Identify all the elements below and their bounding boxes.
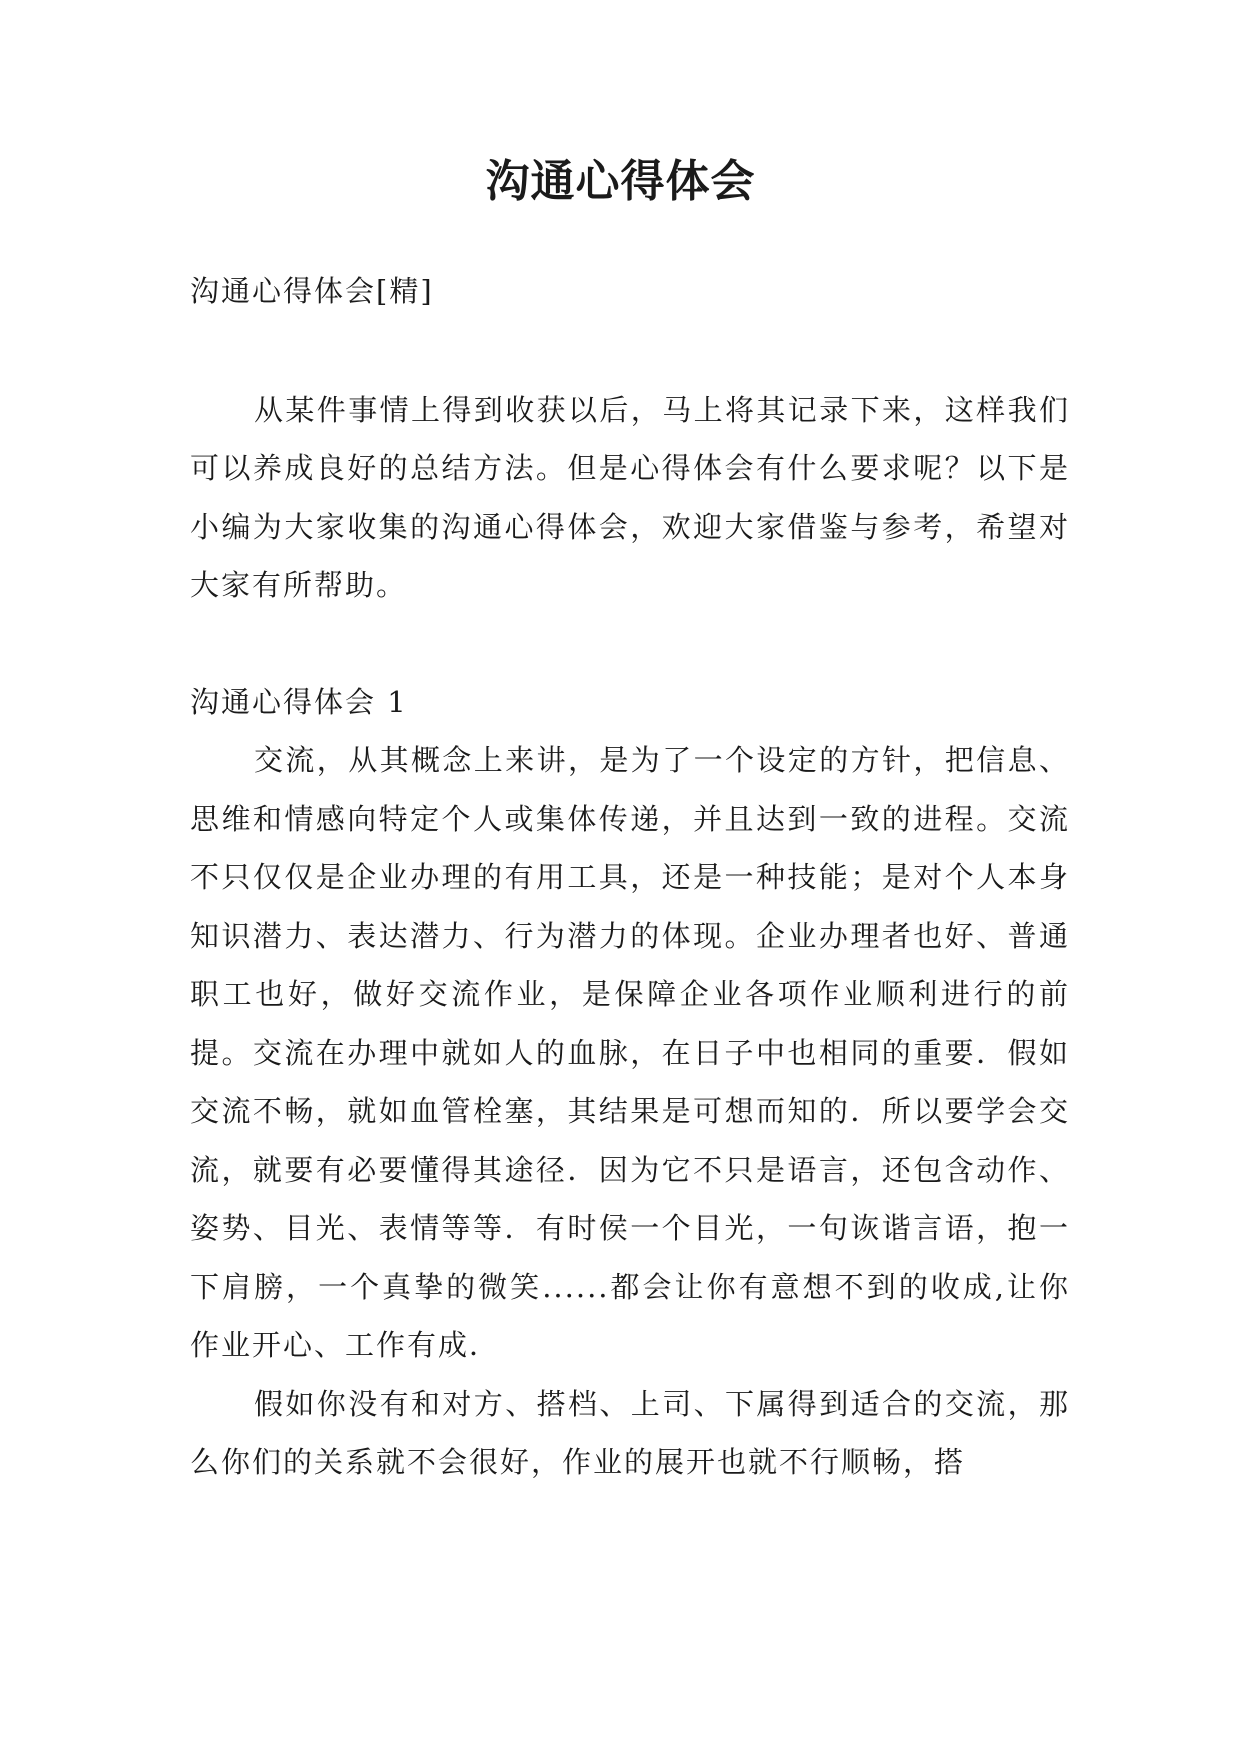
body-paragraph-2: 假如你没有和对方、搭档、上司、下属得到适合的交流，那么你们的关系就不会很好，作业的展开也就不行顺畅，搭 — [190, 1386, 1070, 1479]
document-body — [190, 262, 1070, 1492]
document-subtitle: 沟通心得体会[精] — [190, 274, 434, 308]
intro-paragraph: 从某件事情上得到收获以后，马上将其记录下来，这样我们可以养成良好的总结方法。但是心得体会有什么要求呢？以下是小编为大家收集的沟通心得体会，欢迎大家借鉴与参考，希望对大家有所帮助。 — [190, 392, 1070, 602]
section-heading: 沟通心得体会 1 — [190, 684, 408, 719]
body-paragraph-1: 交流，从其概念上来讲，是为了一个设定的方针，把信息、思维和情感向特定个人或集体传递，并且达到一致的进程。交流不只仅仅是企业办理的有用工具，还是一种技能；是对个人本身知识潜力、表达潜力、行为潜力的体现。企业办理者也好、普通职工也好，做好交流作业，是保障企业各项作业顺利进行的前提。交流在办理中就如人的血脉，在日子中也相同的重要．假如交流不畅，就如血管栓塞，其结果是可想而知的．所以要学会交流，就要有必要懂得其途径．因为它不只是语言，还包含动作、姿势、目光、表情等等．有时侯一个目光，一句诙谐言语，抱一下肩膀，一个真挚的微笑......都会让你有意想不到的收成,让你作业开心、工作有成． — [190, 743, 1070, 1362]
document-title: 沟通心得体会 — [485, 156, 756, 207]
